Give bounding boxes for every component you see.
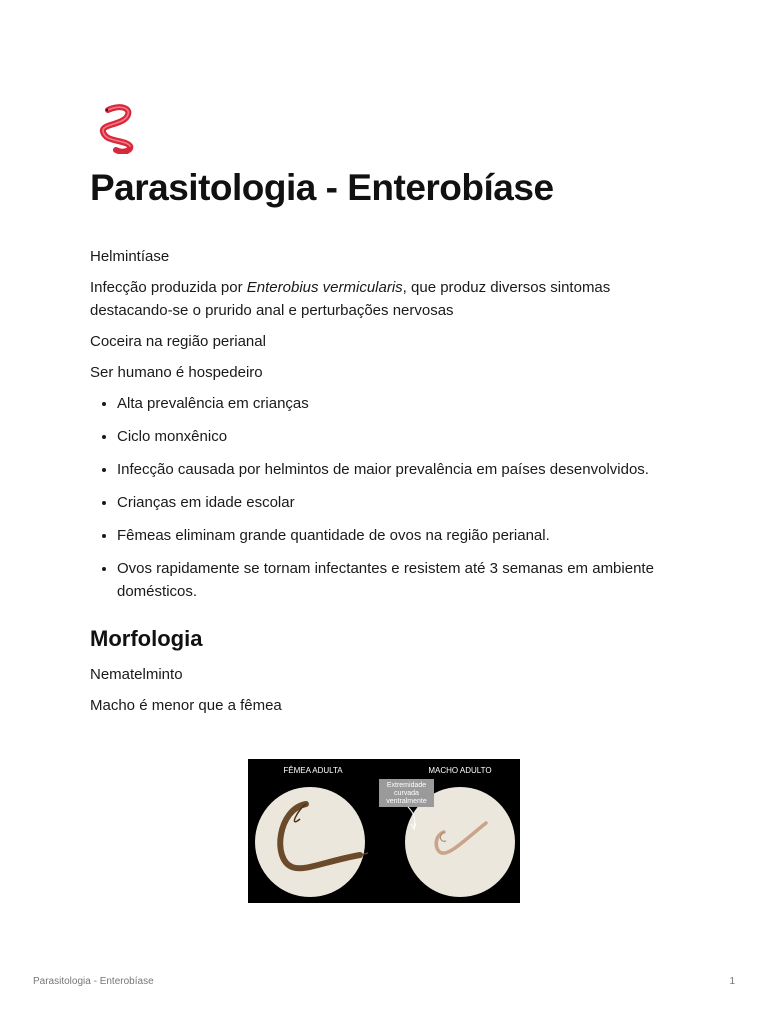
annotation-line-1: Extremidade bbox=[386, 782, 427, 789]
text-after: , que produz diversos sintomas destacando-se o prurido anal e perturbações nervosas bbox=[90, 279, 611, 319]
female-label: FÊMEA ADULTA bbox=[283, 766, 343, 775]
section-heading-morfologia: Morfologia bbox=[90, 626, 203, 651]
paragraph-infeccao bbox=[90, 276, 680, 322]
list-item: • Ovos rapidamente se tornam infectantes e resistem até 3 semanas em ambiente domésticos. bbox=[117, 557, 680, 603]
paragraph-hospedeiro: Ser humano é hospedeiro bbox=[90, 364, 263, 381]
worm-figure-graphic bbox=[248, 759, 520, 903]
paragraph-helmintiase: Helmintíase bbox=[90, 248, 170, 265]
page-title: Parasitologia - Enterobíase bbox=[90, 167, 554, 208]
list-item: • Infecção causada por helmintos de maior prevalência em países desenvolvidos. bbox=[117, 458, 680, 481]
male-label: MACHO ADULTO bbox=[428, 766, 492, 775]
annotation-line-2: curvada bbox=[394, 790, 419, 797]
worm-figure bbox=[248, 759, 520, 903]
text-before: Infecção produzida por bbox=[90, 279, 247, 296]
footer-title: Parasitologia - Enterobíase bbox=[33, 976, 154, 987]
species-name: Enterobius vermicularis bbox=[246, 279, 403, 296]
list-item: • Alta prevalência em crianças bbox=[117, 392, 680, 415]
list-item: • Crianças em idade escolar bbox=[117, 491, 680, 514]
paragraph-macho: Macho é menor que a fêmea bbox=[90, 697, 282, 714]
paragraph-nematelminto: Nematelminto bbox=[90, 666, 183, 683]
bullet-list bbox=[90, 392, 680, 603]
annotation-line-3: ventralmente bbox=[386, 798, 427, 805]
page-number: 1 bbox=[729, 976, 735, 987]
document-body bbox=[90, 100, 680, 717]
worm-icon bbox=[90, 100, 142, 154]
list-item: • Fêmeas eliminam grande quantidade de ovos na região perianal. bbox=[117, 524, 680, 547]
female-microscope-view bbox=[255, 787, 365, 897]
paragraph-coceira: Coceira na região perianal bbox=[90, 333, 266, 350]
list-item: • Ciclo monxênico bbox=[117, 425, 680, 448]
